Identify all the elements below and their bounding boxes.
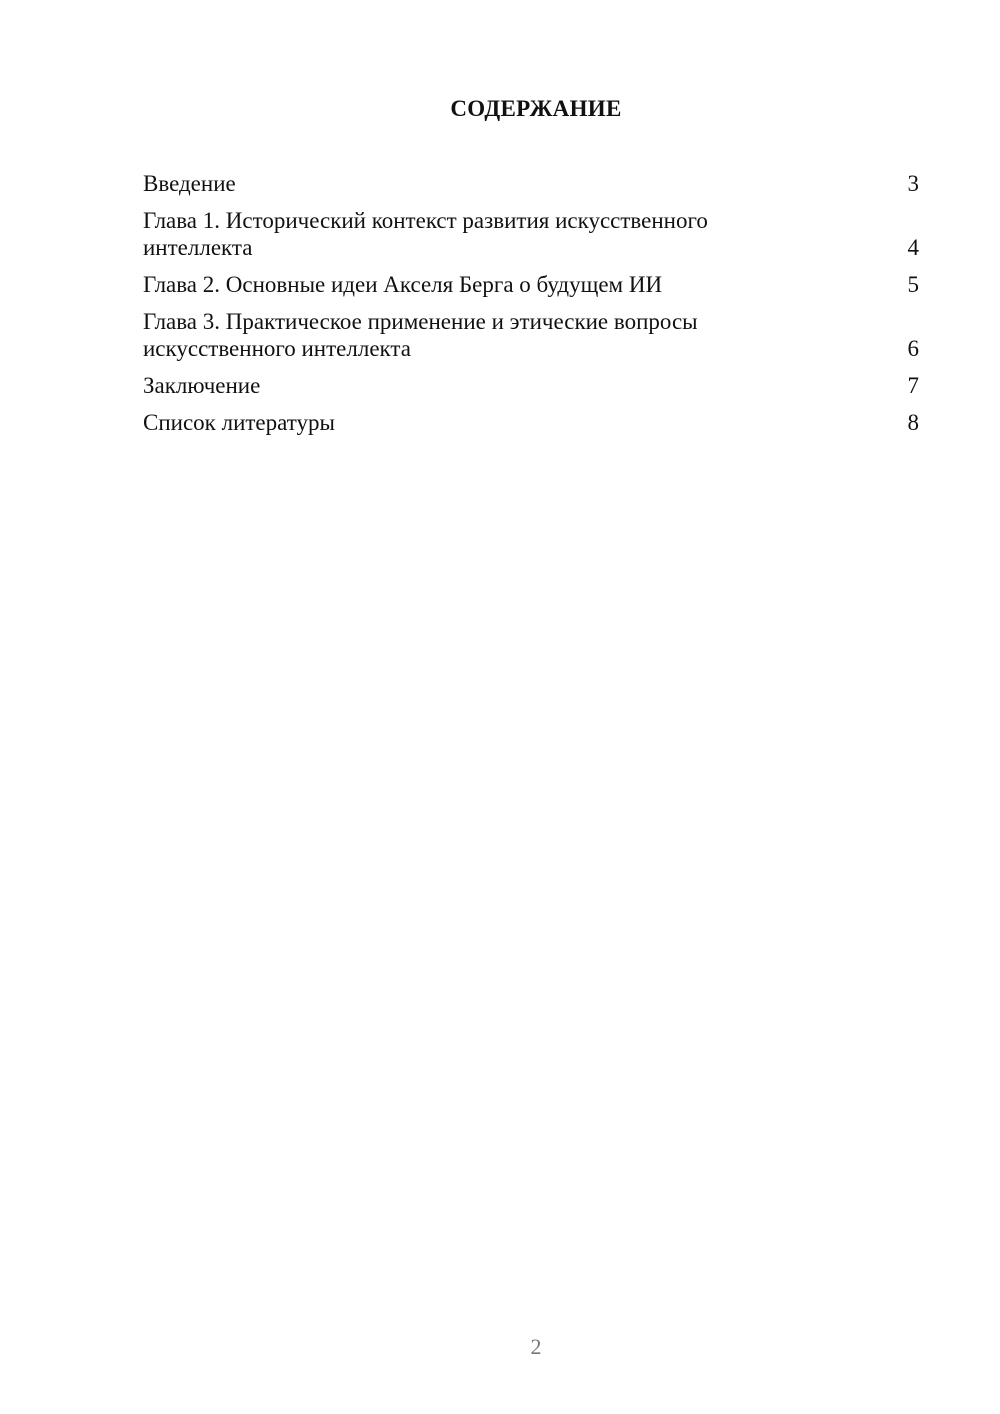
toc-entry-chapter-1 bbox=[143, 207, 919, 261]
toc-entry-label: Список литературы bbox=[143, 410, 335, 435]
toc-entry-page: 3 bbox=[907, 171, 919, 196]
toc-entry-label: Заключение bbox=[143, 373, 261, 398]
table-of-contents bbox=[143, 170, 919, 446]
toc-entry-bibliography bbox=[143, 409, 919, 436]
toc-entry-page: 8 bbox=[907, 410, 919, 435]
toc-entry-conclusion bbox=[143, 372, 919, 399]
toc-title: СОДЕРЖАНИЕ bbox=[450, 96, 622, 121]
page-number: 2 bbox=[530, 1334, 542, 1359]
toc-entry-label: Введение bbox=[143, 171, 236, 196]
toc-entry-chapter-3 bbox=[143, 308, 919, 362]
toc-entry-chapter-2 bbox=[143, 271, 919, 298]
toc-entry-label: Глава 3. Практическое применение и этические вопросы искусственного интеллекта bbox=[143, 309, 698, 361]
toc-entry-page: 4 bbox=[907, 235, 919, 260]
toc-entry-introduction bbox=[143, 170, 919, 197]
toc-entry-page: 5 bbox=[907, 272, 919, 297]
toc-entry-page: 7 bbox=[907, 373, 919, 398]
toc-entry-label: Глава 2. Основные идеи Акселя Берга о будущем ИИ bbox=[143, 272, 663, 297]
toc-entry-label: Глава 1. Исторический контекст развития искусственного интеллекта bbox=[143, 208, 708, 260]
toc-entry-page: 6 bbox=[907, 336, 919, 361]
